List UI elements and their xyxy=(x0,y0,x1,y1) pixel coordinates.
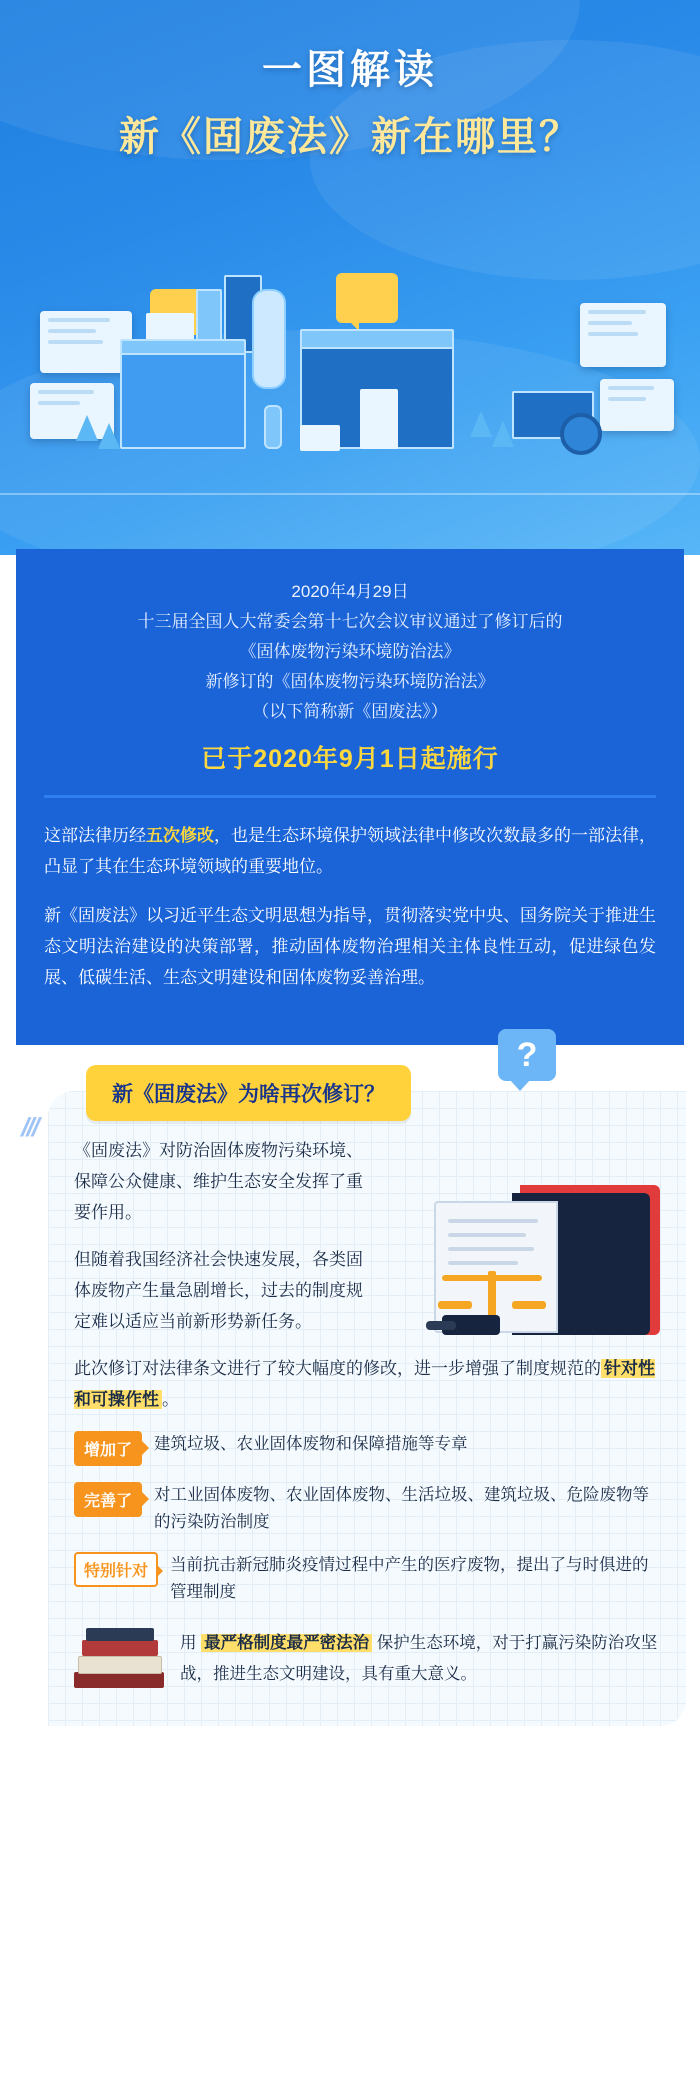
final-post: 保护生态环境，对于打赢污染防治攻坚战，推进生态文明建设，具有重大意义。 xyxy=(180,1634,658,1683)
book-stack-icon xyxy=(74,1628,166,1692)
panel-highlight: 已于2020年9月1日起施行 xyxy=(201,745,499,773)
panel-paragraph-2: 新《固废法》以习近平生态文明思想为指导，贯彻落实党中央、国务院关于推进生态文明法治建设的决策部署，推动固体废物治理相关主体良性互动，促进绿色发展、低碳生活、生态文明建设和固体废物妥善治理。 xyxy=(44,906,656,987)
panel-paragraph-1 xyxy=(44,820,656,882)
hero-banner xyxy=(0,0,700,555)
panel-date: 2020年4月29日 xyxy=(291,582,409,601)
doc-card-right-2 xyxy=(600,379,674,431)
section-heading-tab: 新《固废法》为啥再次修订？ xyxy=(86,1065,411,1121)
panel-line-3: 新修订的《固体废物污染环境防治法》 xyxy=(205,672,495,691)
panel-line-2: 《固体废物污染环境防治法》 xyxy=(239,642,461,661)
tree-4 xyxy=(492,421,514,447)
para1-mark: 五次修改 xyxy=(146,826,214,845)
intro-panel xyxy=(16,549,684,1045)
gavel-handle xyxy=(426,1321,456,1330)
plant-door xyxy=(360,389,398,449)
p3-pre: 此次修订对法律条文进行了较大幅度的修改，进一步增强了制度规范的 xyxy=(74,1359,601,1378)
item-tag-special: 特别针对 xyxy=(74,1552,158,1587)
panel-line-1: 十三届全国人大常委会第十七次会议审议通过了修订后的 xyxy=(137,612,563,631)
item-tag-improved: 完善了 xyxy=(74,1482,142,1517)
final-note-row xyxy=(74,1628,660,1692)
stack-book-2 xyxy=(78,1656,162,1674)
books-scale-illustration xyxy=(408,1175,668,1385)
panel-divider xyxy=(44,795,656,798)
item-tag-added: 增加了 xyxy=(74,1431,142,1466)
title-line-2: 新《固废法》新在哪里？ xyxy=(119,115,581,159)
list-item xyxy=(74,1552,660,1606)
item-text-added: 建筑垃圾、农业固体废物和保障措施等专章 xyxy=(154,1435,468,1453)
tree-2 xyxy=(98,423,120,449)
panel-line-4: （以下简称新《固废法》） xyxy=(252,702,448,721)
doc-card-right xyxy=(580,303,666,367)
item-text-special: 当前抗击新冠肺炎疫情过程中产生的医疗废物，提出了与时俱进的管理制度 xyxy=(170,1556,649,1601)
factory-main xyxy=(120,351,246,449)
question-mark-bubble: ? xyxy=(498,1029,556,1081)
final-note-text xyxy=(180,1628,660,1690)
stack-book-4 xyxy=(86,1628,154,1641)
book-page-line-3 xyxy=(448,1247,534,1251)
final-mark: 最严格制度最严密法治 xyxy=(201,1634,372,1652)
speech-bubble-right xyxy=(336,273,398,323)
revision-section xyxy=(48,1036,686,1726)
list-item xyxy=(74,1482,660,1536)
para1-pre: 这部法律历经 xyxy=(44,826,146,845)
scale-beam xyxy=(442,1275,542,1281)
scale-pan-right xyxy=(512,1301,546,1309)
truck-wheel xyxy=(560,413,602,455)
book-page-line-2 xyxy=(448,1233,526,1237)
page-title xyxy=(0,0,700,162)
p3-mark: 针对性和可操作性 xyxy=(74,1359,655,1409)
city-illustration xyxy=(0,255,700,555)
item-text-improved: 对工业固体废物、农业固体废物、生活垃圾、建筑垃圾、危险废物等的污染防治制度 xyxy=(154,1486,650,1531)
factory-roof xyxy=(120,339,246,355)
tree-1 xyxy=(76,415,98,441)
ground-line xyxy=(0,493,700,495)
stack-book-3 xyxy=(82,1640,158,1656)
plant-roof xyxy=(300,329,454,349)
stack-book-1 xyxy=(74,1672,164,1688)
crate xyxy=(300,425,340,451)
title-line-1: 一图解读 xyxy=(262,48,438,92)
doc-card-left xyxy=(40,311,132,373)
book-page-line-1 xyxy=(448,1219,538,1223)
worker-figure xyxy=(264,405,282,449)
final-pre: 用 xyxy=(180,1634,197,1652)
list-item xyxy=(74,1431,660,1466)
tree-3 xyxy=(470,411,492,437)
section-paragraph-1: 《固废法》对防治固体废物污染环境、保障公众健康、维护生态安全发挥了重要作用。 xyxy=(74,1141,363,1222)
decorative-slashes: /// xyxy=(18,1112,42,1142)
scale-pan-left xyxy=(438,1301,472,1309)
para1-post: ，也是生态环境保护领域法律中修改次数最多的一部法律，凸显了其在生态环境领域的重要地位。 xyxy=(44,826,656,876)
silo xyxy=(252,289,286,389)
p3-post: 。 xyxy=(162,1390,179,1409)
section-paragraph-2: 但随着我国经济社会快速发展，各类固体废物产生量急剧增长，过去的制度规定难以适应当前新形势新任务。 xyxy=(74,1250,363,1331)
book-page-line-4 xyxy=(448,1261,518,1265)
